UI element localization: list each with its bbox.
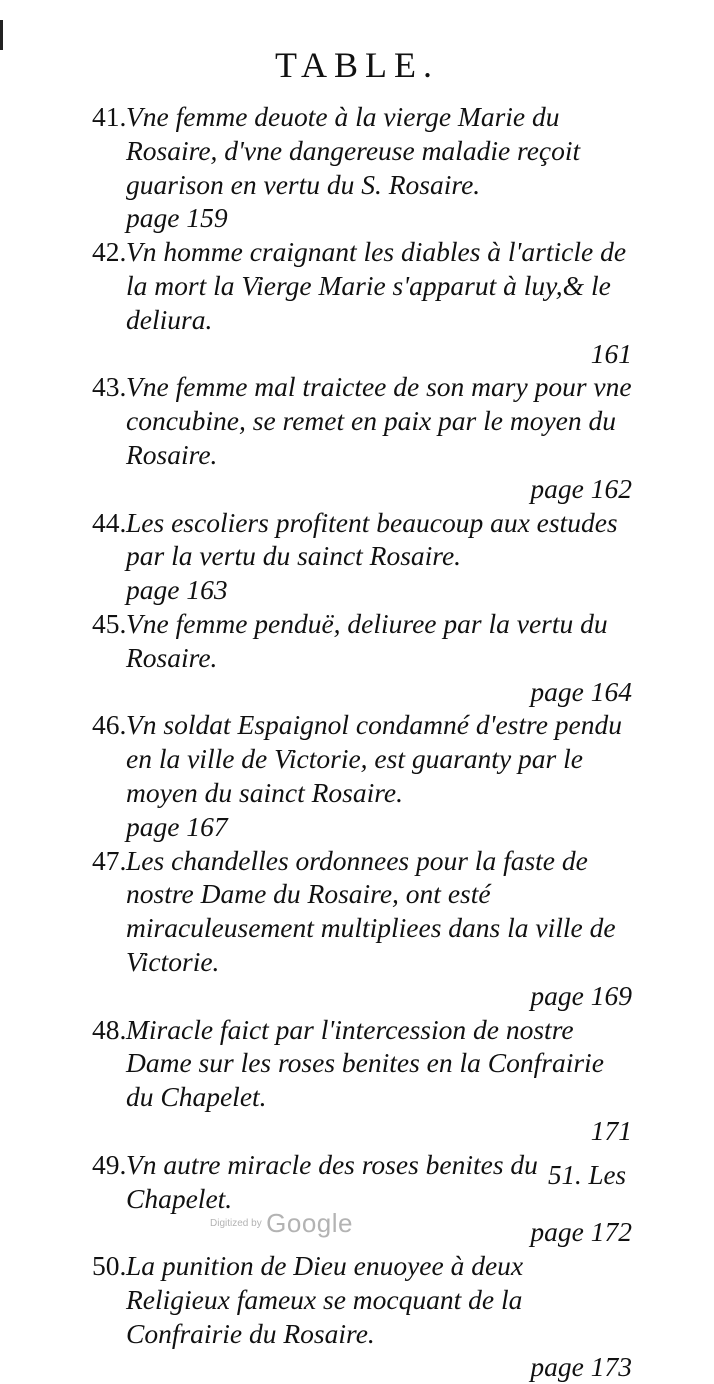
entry-page: 161 (590, 337, 632, 369)
entry-text: Vne femme mal traictee de son mary pour vne concubine, se remet en paix par le moyen du Rosaire. (126, 371, 632, 470)
entry-page-line (92, 1114, 632, 1148)
entry-text: Vne femme penduë, deliuree par la vertu du Rosaire. (126, 607, 608, 673)
entry-number: 46. (92, 709, 127, 741)
entry-page: 171 (590, 1114, 632, 1146)
entry-text: Les escoliers profitent beaucoup aux estudes par la vertu du sainct Rosaire. (126, 506, 618, 572)
toc-entry-46 (92, 708, 632, 843)
entry-number: 47. (92, 844, 127, 876)
entry-text: Miracle faict par l'intercession de nostre Dame sur les roses benites en la Confrairie du Chapelet. (126, 1013, 604, 1113)
entry-page-line (92, 472, 632, 506)
entry-text: Vn soldat Espaignol condamné d'estre pendu en la ville de Victorie, est guaranty par le moyen du sainct Rosaire. (126, 709, 622, 808)
entry-page-line (92, 573, 632, 607)
table-of-contents (92, 100, 632, 1384)
entry-page-line (92, 337, 632, 371)
entry-page: page 163 (126, 574, 228, 606)
entry-page: page 172 (530, 1216, 632, 1248)
toc-entry-43 (92, 370, 632, 505)
entry-page: page 167 (126, 810, 228, 842)
entry-page: page 159 (126, 202, 228, 234)
toc-entry-48 (92, 1013, 632, 1148)
entry-page: page 173 (530, 1351, 632, 1383)
entry-text: Vn homme craignant les diables à l'article de la mort la Vierge Marie s'apparut à luy,& le deliura. (126, 236, 627, 335)
toc-entry-47 (92, 844, 632, 1013)
toc-entry-45 (92, 607, 632, 708)
entry-number: 49. (92, 1148, 127, 1180)
entry-text: Les chandelles ordonnees pour la faste de nostre Dame du Rosaire, ont esté miraculeusement multipliees dans la ville de Victorie. (126, 844, 616, 977)
entry-page-line (92, 1350, 632, 1384)
toc-entry-42 (92, 235, 632, 370)
toc-entry-41 (92, 100, 632, 235)
entry-text: Vne femme deuote à la vierge Marie du Rosaire, d'vne dangereuse maladie reçoit guarison en vertu du S. Rosaire. (126, 101, 581, 200)
google-logo: Google (266, 1208, 353, 1238)
entry-page-line (92, 1215, 632, 1249)
entry-page: page 164 (530, 675, 632, 707)
entry-page-line (92, 979, 632, 1013)
entry-number: 50. (92, 1250, 127, 1282)
entry-number: 43. (92, 371, 127, 403)
entry-number: 45. (92, 607, 127, 639)
entry-text: Vn autre miracle des roses benites du Chapelet. (126, 1148, 538, 1214)
entry-text: La punition de Dieu enuoyee à deux Religieux fameux se mocquant de la Confrairie du Rosaire. (126, 1250, 524, 1349)
entry-number: 48. (92, 1013, 127, 1045)
entry-number: 44. (92, 506, 127, 538)
entry-page: page 162 (530, 472, 632, 504)
page-title: TABLE. (274, 45, 440, 85)
entry-page: page 169 (530, 979, 632, 1011)
entry-number: 41. (92, 101, 127, 132)
entry-page-line (92, 201, 632, 235)
catchword: 51. Les (547, 1160, 626, 1190)
digitized-watermark (210, 1208, 353, 1239)
toc-entry-50 (92, 1249, 632, 1384)
entry-number: 42. (92, 236, 127, 268)
toc-entry-44 (92, 506, 632, 607)
watermark-prefix: Digitized by (210, 1218, 262, 1229)
entry-page-line (92, 675, 632, 709)
entry-page-line (92, 810, 632, 844)
